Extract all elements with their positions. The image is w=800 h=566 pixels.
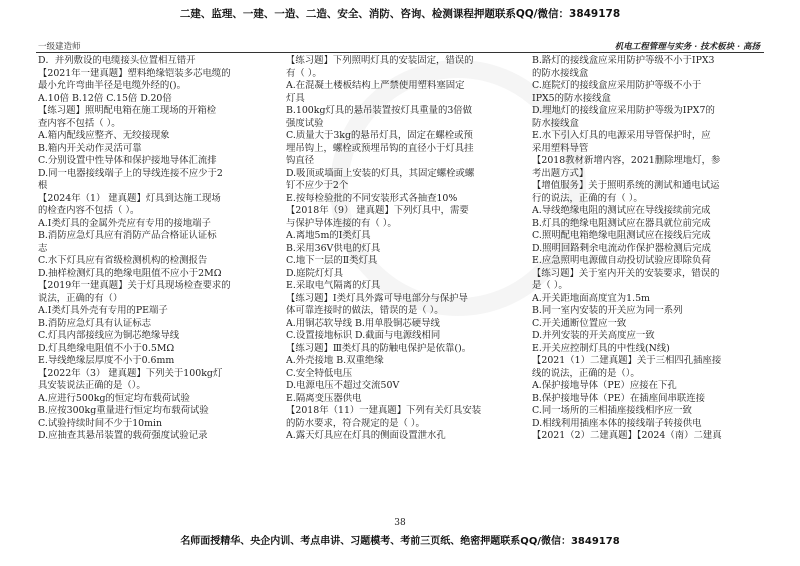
text-line: 行的说法，正确的有（ ）。	[532, 192, 643, 204]
text-line: 【2021年一建真题】塑料绝缘铠装多芯电缆的	[38, 67, 231, 79]
text-line: IPX5的防水接线盒	[532, 92, 611, 104]
text-line: D.庭院灯灯具	[286, 267, 344, 279]
text-line: 是（ ）。	[532, 280, 568, 291]
text-line: A.导线绝缘电阻的测试应在导线接续前完成	[532, 205, 711, 216]
text-line: 【2018年（9） 建真题】下列灯具中，需要	[286, 205, 469, 216]
text-line: A.应进行500kg的恒定均布载荷试验	[38, 392, 190, 404]
text-line: A.开关距地面高度宜为1.5m	[532, 292, 650, 304]
text-line: 的检查内容不包括（ ）。	[38, 205, 140, 216]
text-line: 体可靠连接时的做法，错误的是（ ）。	[286, 305, 444, 316]
text-line: 【2022年（3） 建真题】下列关于100kg灯	[38, 367, 223, 379]
text-line: C.照明配电箱绝缘电阻测试应在接线后完成	[532, 230, 711, 241]
text-line: 与保护导体连接的有（ ）。	[286, 217, 397, 229]
text-line: A.10倍 B.12倍 C.15倍 D.20倍	[38, 92, 172, 104]
text-line: C.设置接地标识 D.截面与电源线相同	[286, 330, 441, 341]
text-line: D.同一电器接线端子上的导线连接不应少于2	[38, 167, 223, 179]
text-line: 志	[38, 242, 48, 254]
text-line: 【2024年（1） 建真题】灯具到达施工现场	[38, 192, 221, 204]
text-line: 【2018教材新增内容，2021删除埋地灯，参	[532, 155, 721, 166]
text-line: 线的说法，正确的是（）。	[532, 367, 640, 379]
text-line: C.安全特低电压	[286, 367, 353, 379]
text-line: A.Ⅰ类灯具外壳有专用的PE端子	[38, 305, 168, 316]
text-line: C.试验持续时间不少于10min	[38, 417, 163, 429]
text-line: A.保护接地导体（PE）应接在下孔	[532, 380, 677, 391]
text-line: 最小允许弯曲半径是电缆外经的()。	[38, 80, 186, 91]
text-line: B.路灯的接线盒应采用防护等级不小于IPX3	[532, 55, 715, 66]
text-line: 灯具	[286, 92, 305, 104]
text-line: A.箱内配线应整齐、无绞接现象	[38, 130, 170, 141]
text-line: 的防水要求，符合规定的是（ ）。	[286, 417, 425, 429]
text-line: 采用塑料导管	[532, 142, 589, 154]
text-line: 说法，正确的有（）	[38, 292, 123, 304]
text-line: E.采取电气隔离的灯具	[286, 280, 381, 291]
text-line: D.埋地灯的接线盒应采用防护等级为IPX7的	[532, 105, 715, 116]
text-line: B.箱内开关动作灵活可靠	[38, 142, 142, 154]
column-left	[38, 55, 278, 515]
text-line: 有（ ）。	[286, 67, 322, 79]
text-line: D.照明回路剩余电流动作保护器检测后完成	[532, 242, 711, 254]
column-right	[532, 55, 764, 515]
header-right: 机电工程管理与实务 · 技术板块 · 高扬	[614, 42, 760, 52]
column-middle	[286, 55, 524, 515]
text-line: 【练习题】关于室内开关的安装要求，错误的	[532, 267, 720, 279]
text-line: 【练习题】照明配电箱在施工现场的开箱检	[38, 105, 217, 116]
text-line: C.地下一层的Ⅱ类灯具	[286, 255, 378, 266]
text-line: A.在混凝土楼板结构上严禁使用塑料塞固定	[286, 80, 465, 91]
header-left: 一级建造师	[38, 42, 81, 52]
text-line: 【2021（2）二建真题】【2024（南）二建真	[532, 430, 722, 441]
text-line: D．并列敷设的电缆接头位置相互错开	[38, 55, 196, 66]
text-line: 钉不应少于2个	[286, 180, 349, 191]
text-line: D.并列安装的开关高度应一致	[532, 330, 655, 341]
text-line: B.消防应急灯具有认证标志	[38, 317, 151, 329]
text-line: 具安装说法正确的是（）。	[38, 380, 146, 391]
text-line: B.采用36V供电的灯具	[286, 242, 381, 254]
text-line: 的防水接线盒	[532, 67, 589, 79]
text-line: D.抽样检测灯具的绝缘电阻值不应小于2MΩ	[38, 267, 222, 279]
text-line: 【练习题】Ⅰ类灯具外露可导电部分与保护导	[286, 292, 468, 304]
text-line: B.100kg灯具的悬吊装置按灯具重量的3倍做	[286, 105, 473, 116]
text-line: C.灯具内部接线应为铜芯绝缘导线	[38, 330, 180, 341]
text-line: B.应按300kg重量进行恒定均布载荷试验	[38, 405, 209, 416]
text-line: C.庭院灯的接线盒应采用防护等级不小于	[532, 80, 702, 91]
text-line: A.Ⅰ类灯具的金属外壳应有专用的接地端子	[38, 217, 211, 229]
text-line: 【2021（1）二建真题】关于三相四孔插座接	[532, 355, 722, 366]
text-line: 钩直径	[286, 155, 315, 166]
text-line: 【练习题】下列照明灯具的安装固定，错误的	[286, 55, 474, 66]
text-line: E.水下引入灯具的电源采用导管保护时，应	[532, 130, 711, 141]
text-line: A.外壳接地 B.双重绝缘	[286, 355, 384, 366]
text-line: 强度试验	[286, 117, 324, 129]
text-line: B.保护接地导体（PE）在插座间串联连接	[532, 392, 706, 404]
text-line: A.离地5m的Ⅰ类灯具	[286, 230, 371, 241]
header-rule	[36, 52, 764, 53]
page-number: 38	[394, 518, 406, 528]
text-line: D.灯具绝缘电阻值不小于0.5MΩ	[38, 342, 175, 354]
text-line: 【增值服务】关于照明系统的测试和通电试运	[532, 180, 720, 191]
text-line: C.质量大于3kg的悬吊灯具，固定在螺栓或预	[286, 130, 473, 141]
text-line: E.导线绝缘层厚度不小于0.6mm	[38, 355, 175, 366]
text-line: A.用铜芯软导线 B.用单股铜芯硬导线	[286, 317, 440, 329]
text-line: 【2019年一建真题】关于灯具现场检查要求的	[38, 280, 231, 291]
text-line: D.应抽查其悬吊装置的载荷强度试验记录	[38, 430, 208, 441]
text-line: 根	[38, 180, 48, 191]
bottom-banner: 名师面授精华、央企内训、考点串讲、习题模考、考前三页纸、绝密押题联系QQ/微信：3849178	[180, 536, 620, 547]
text-line: 【2018年（11）一建真题】下列有关灯具安装	[286, 405, 482, 416]
text-line: 防水接线盒	[532, 117, 579, 129]
text-line: C.分别设置中性导体和保护接地导体汇流排	[38, 155, 217, 166]
text-line: D.吸顶或墙面上安装的灯具，其固定螺栓或螺	[286, 167, 475, 179]
top-banner: 二建、监理、一建、一造、二造、安全、消防、咨询、检测课程押题联系QQ/微信：3849178	[179, 8, 621, 20]
text-line: C.水下灯具应有省级检测机构的检测报告	[38, 255, 208, 266]
text-line: A.露天灯具应在灯具的侧面设置泄水孔	[286, 430, 446, 441]
text-line: 查内容不包括（ ）。	[38, 117, 121, 129]
text-line: E.按每检验批的不同安装形式各抽查10%	[286, 192, 458, 204]
text-line: E.开关应控制灯具的中性线(N线)	[532, 342, 670, 354]
text-line: 考出题方式】	[532, 167, 589, 179]
text-line: 埋吊钩上，螺栓或预埋吊钩的直径小于灯具挂	[286, 142, 474, 154]
text-line: E.隔离变压器供电	[286, 392, 362, 404]
text-line: C.开关通断位置应一致	[532, 317, 627, 329]
text-line: C.同一场所的三相插座接线相序应一致	[532, 405, 692, 416]
text-line: B.同一室内安装的开关应为同一系列	[532, 305, 683, 316]
text-line: B.消防应急灯具应有消防产品合格证认证标	[38, 230, 217, 241]
text-line: 【练习题】Ⅲ类灯具的防触电保护是依靠()。	[286, 342, 472, 354]
text-line: D.电源电压不超过交流50V	[286, 380, 400, 391]
text-line: B.灯具的绝缘电阻测试应在器具就位前完成	[532, 217, 711, 229]
text-line: D.相线利用插座本体的接线端子转接供电	[532, 417, 702, 429]
text-line: E.应急照明电源做自动投切试验应即除负荷	[532, 255, 711, 266]
